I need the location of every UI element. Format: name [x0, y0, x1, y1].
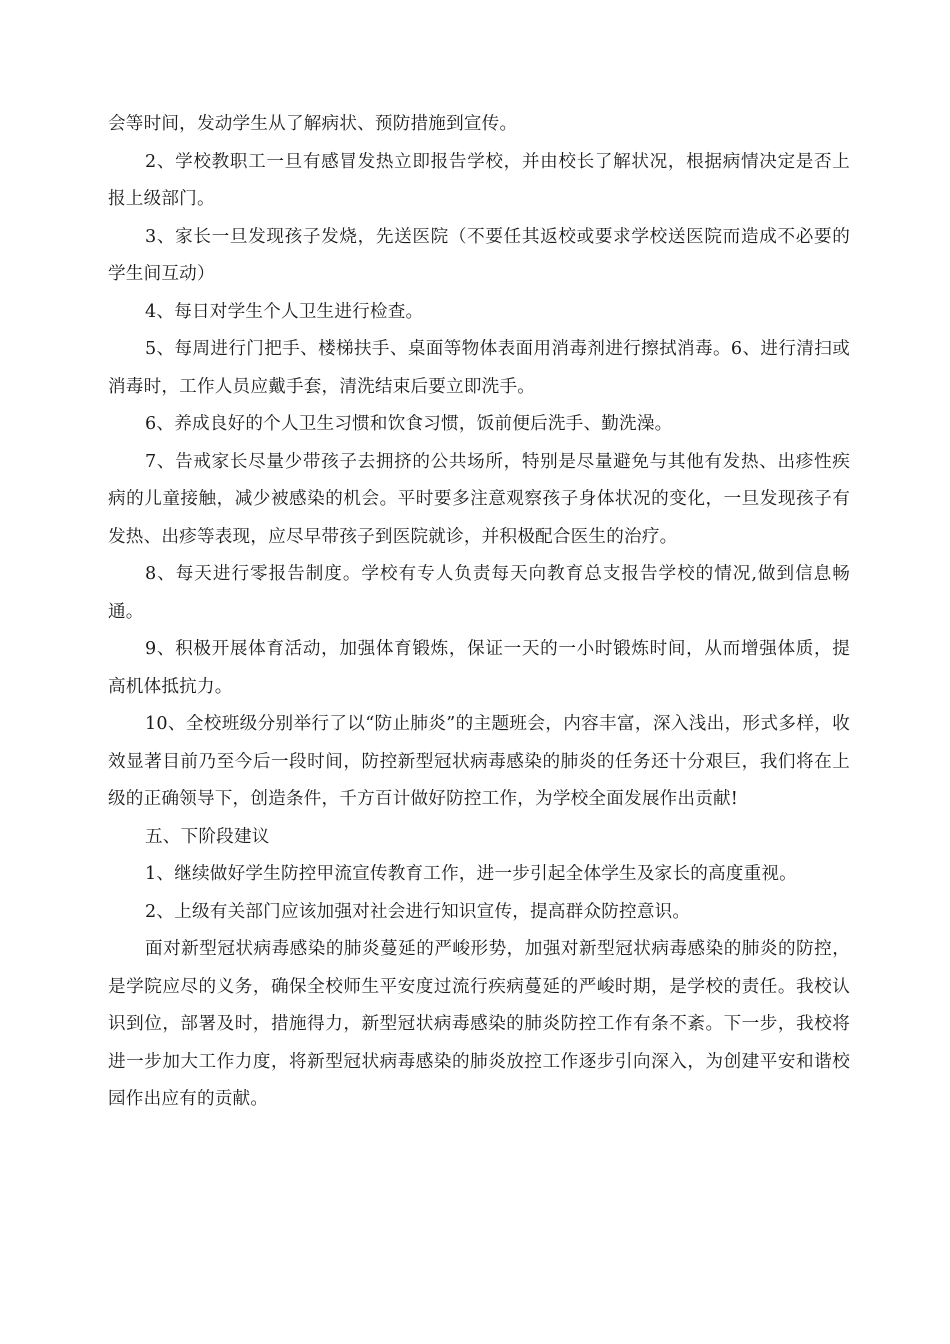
section-heading: 五、下阶段建议	[145, 826, 270, 847]
paragraph-item-6: 6、养成良好的个人卫生习惯和饮食习惯，饭前便后洗手、勤洗澡。	[145, 414, 673, 434]
paragraph-item-2: 2、学校教职工一旦有感冒发热立即报告学校，并由校长了解状况，根据病情决定是否上报上级部门。	[108, 151, 850, 209]
paragraph-item-5: 5、每周进行门把手、楼梯扶手、桌面等物体表面用消毒剂进行擦拭消毒。6、进行清扫或消毒时，工作人员应戴手套，清洗结束后要立即洗手。	[108, 339, 850, 397]
suggestion-item-2: 2、上级有关部门应该加强对社会进行知识宣传，提高群众防控意识。	[145, 901, 691, 922]
paragraph-item-7: 7、告戒家长尽量少带孩子去拥挤的公共场所，特别是尽量避免与其他有发热、出疹性疾病的儿童接触，减少被感染的机会。平时要多注意观察孩子身体状况的变化，一旦发现孩子有发热、出疹等表现，应尽早带孩子到医院就诊，并积极配合医生的治疗。	[108, 451, 850, 547]
document-page	[108, 106, 850, 1119]
paragraph-item-4: 4、每日对学生个人卫生进行检查。	[145, 301, 424, 322]
paragraph-item-10: 10、全校班级分别举行了以“防止肺炎”的主题班会，内容丰富，深入浅出，形式多样，收效显著目前乃至今后一段时间，防控新型冠状病毒感染的肺炎的任务还十分艰巨，我们将在上级的正确领导下，创造条件，千方百计做好防控工作，为学校全面发展作出贡献!	[108, 714, 850, 809]
conclusion-paragraph: 面对新型冠状病毒感染的肺炎蔓延的严峻形势，加强对新型冠状病毒感染的肺炎的防控，是学院应尽的义务，确保全校师生平安度过流行疾病蔓延的严峻时期，是学校的责任。我校认识到位，部署及时，措施得力，新型冠状病毒感染的肺炎防控工作有条不紊。下一步，我校将进一步加大工作力度，将新型冠状病毒感染的肺炎放控工作逐步引向深入，为创建平安和谐校园作出应有的贡献。	[108, 939, 850, 1109]
paragraph-item-9: 9、积极开展体育活动，加强体育锻炼，保证一天的一小时锻炼时间，从而增强体质，提高机体抵抗力。	[108, 639, 850, 697]
suggestion-item-1: 1、继续做好学生防控甲流宣传教育工作，进一步引起全体学生及家长的高度重视。	[145, 864, 797, 884]
paragraph-item-8: 8、每天进行零报告制度。学校有专人负责每天向教育总支报告学校的情况,做到信息畅通。	[108, 564, 850, 622]
paragraph-continuation: 会等时间，发动学生从了解病状、预防措施到宣传。	[108, 114, 518, 134]
paragraph-item-3: 3、家长一旦发现孩子发烧，先送医院（不要任其返校或要求学校送医院而造成不必要的学生间互动）	[108, 226, 850, 284]
